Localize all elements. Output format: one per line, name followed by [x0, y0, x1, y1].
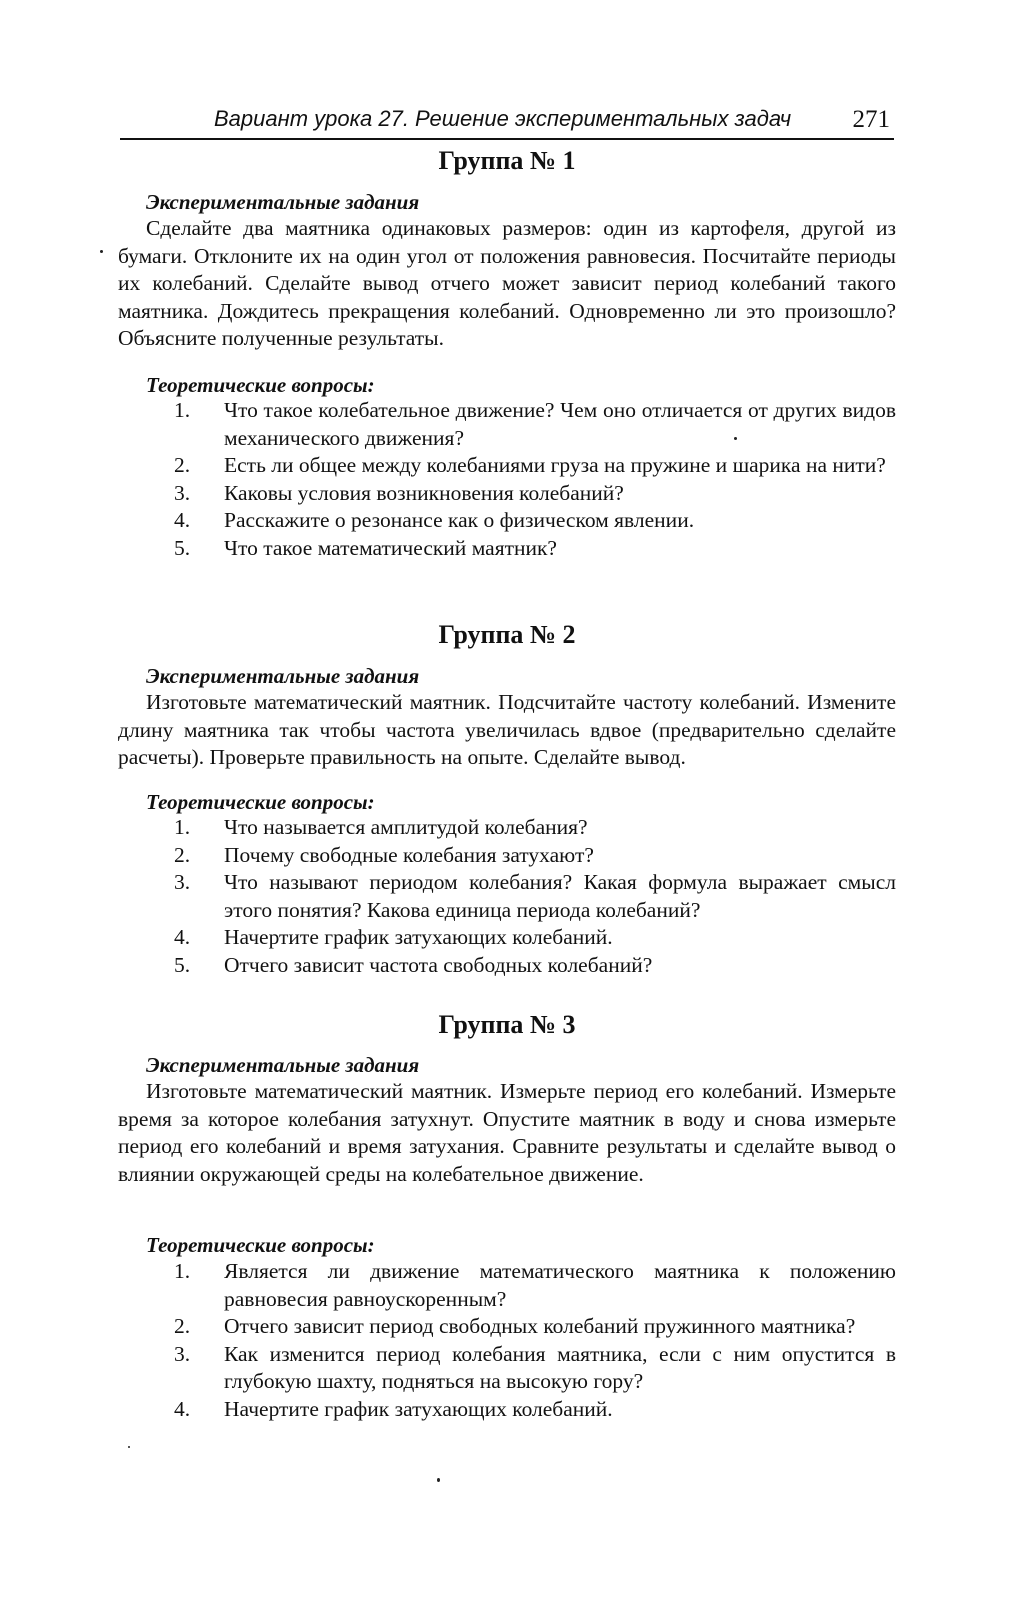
- running-header: [120, 104, 894, 140]
- question-number: 3.: [174, 1341, 191, 1366]
- question-text: Что называется амплитудой колебания?: [224, 815, 588, 839]
- question-item: [118, 452, 896, 480]
- question-text: Отчего зависит период свободных колебаний пружинного маятника?: [224, 1314, 856, 1338]
- question-number: 3.: [174, 870, 191, 894]
- group-3-experimental-label: Экспериментальные задания: [146, 1053, 420, 1077]
- group-3-experimental-text: Изготовьте математический маятник. Измерьте период его колебаний. Измерьте время за которое колебания затухнут. Опустите маятник в воду и снова измерьте период его колебаний и время затухания. Сравните результаты и сделайте вывод о влиянии окружающей среды на колебательное движение.: [118, 1079, 896, 1186]
- question-number: 3.: [174, 480, 191, 505]
- question-item: [118, 952, 896, 980]
- question-text: Является ли движение математического маятника к положению равновесия равноускоренным?: [224, 1259, 896, 1311]
- page-number: 271: [852, 106, 890, 133]
- question-number: 2.: [174, 453, 191, 477]
- question-item: [118, 397, 896, 452]
- question-number: 4.: [174, 925, 191, 949]
- question-text: Есть ли общее между колебаниями груза на пружине и шарика на нити?: [224, 453, 886, 477]
- question-item: [118, 480, 896, 508]
- question-item: [118, 507, 896, 535]
- group-3-heading: Группа № 3: [438, 1010, 576, 1039]
- question-number: 1.: [174, 1259, 191, 1283]
- group-3-theory-label: Теоретические вопросы:: [146, 1233, 375, 1257]
- question-text: Почему свободные колебания затухают?: [224, 842, 594, 867]
- question-item: [118, 535, 896, 563]
- group-2-heading: Группа № 2: [438, 620, 576, 649]
- group-2-question-list: [118, 814, 896, 979]
- group-2-theory-label: Теоретические вопросы:: [146, 790, 375, 814]
- question-number: 4.: [174, 1396, 191, 1421]
- running-title: Вариант урока 27. Решение экспериментальных задач: [214, 106, 792, 131]
- group-1-experimental-text: Сделайте два маятника одинаковых размеров: один из картофеля, другой из бумаги. Отклоните их на один угол от положения равновесия. Посчитайте периоды их колебаний. Сделайте вывод отчего может зависит период колебаний такого маятника. Дождитесь прекращения колебаний. Одновременно ли это произошло? Объясните полученные результаты.: [118, 216, 896, 350]
- scan-speck: [437, 1478, 440, 1482]
- question-item: [118, 924, 896, 952]
- question-item: [118, 1313, 896, 1341]
- question-number: 4.: [174, 508, 191, 532]
- question-item: [118, 1396, 896, 1424]
- group-2-experimental-text: Изготовьте математический маятник. Подсчитайте частоту колебаний. Измените длину маятника так чтобы частота увеличилась вдвое (предварительно сделайте расчеты). Проверьте правильность на опыте. Сделайте вывод.: [118, 690, 896, 769]
- question-text: Как изменится период колебания маятника, если с ним опустится в глубокую шахту, подняться на высокую гору?: [224, 1341, 896, 1393]
- question-number: 1.: [174, 815, 191, 839]
- question-item: [118, 842, 896, 870]
- question-item: [118, 1258, 896, 1313]
- scan-speck: [100, 250, 103, 253]
- question-number: 2.: [174, 842, 191, 867]
- group-2-experimental-label: Экспериментальные задания: [146, 664, 420, 688]
- scan-speck: [128, 1446, 130, 1448]
- question-number: 5.: [174, 952, 191, 977]
- question-text: Начертите график затухающих колебаний.: [224, 1396, 613, 1421]
- question-number: 1.: [174, 398, 191, 422]
- question-text: Отчего зависит частота свободных колебаний?: [224, 952, 653, 977]
- group-1-question-list: [118, 397, 896, 562]
- question-text: Что такое математический маятник?: [224, 535, 557, 560]
- question-text: Начертите график затухающих колебаний.: [224, 925, 613, 949]
- question-text: Каковы условия возникновения колебаний?: [224, 480, 624, 505]
- group-3-question-list: [118, 1258, 896, 1423]
- question-text: Расскажите о резонансе как о физическом явлении.: [224, 508, 695, 532]
- question-number: 2.: [174, 1314, 191, 1338]
- question-item: [118, 814, 896, 842]
- question-item: [118, 869, 896, 924]
- scan-speck: [734, 437, 737, 440]
- question-number: 5.: [174, 535, 191, 560]
- question-item: [118, 1341, 896, 1396]
- question-text: Что называют периодом колебания? Какая формула выражает смысл этого понятия? Какова единица периода колебаний?: [224, 870, 896, 922]
- group-1-experimental-label: Экспериментальные задания: [146, 190, 420, 214]
- group-1-theory-label: Теоретические вопросы:: [146, 373, 375, 397]
- question-text: Что такое колебательное движение? Чем оно отличается от других видов механического движения?: [224, 398, 896, 450]
- group-1-heading: Группа № 1: [438, 146, 576, 175]
